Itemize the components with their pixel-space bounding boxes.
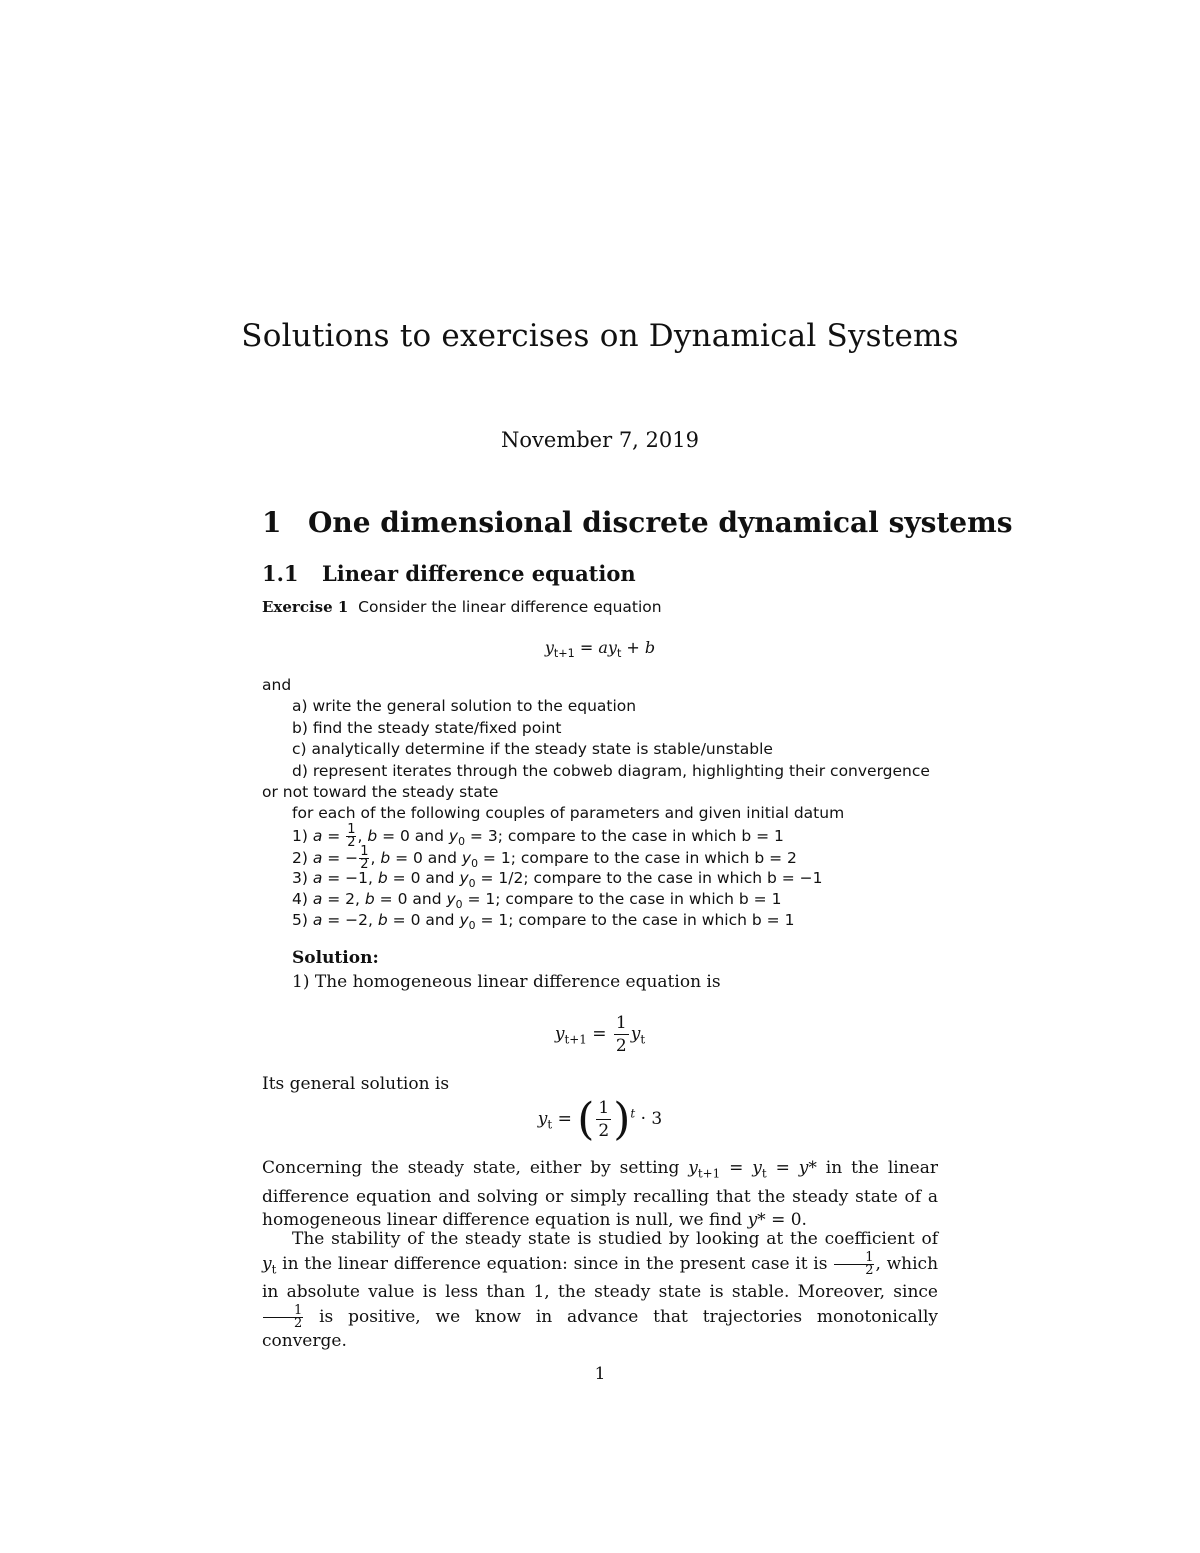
- case-2-tail: ; compare to the case in which b = 2: [510, 849, 797, 867]
- task-c: c) analytically determine if the steady state is stable/unstable: [292, 740, 773, 758]
- case-5: 5) a = −2, b = 0 and $y_0 = 1$; compare to the case in which b = 1: [292, 911, 795, 933]
- case-1: 1) a = $\frac{1}{2}$ , b = 0 and $y_0 = 3$; compare to the case in which b = 1: [292, 822, 784, 850]
- subsection-heading: [262, 561, 636, 586]
- equation-general: $y_{t+1} = ay_t + b$: [544, 638, 656, 661]
- paragraph-stability: The stability of the steady state is studied by looking at the coefficient of $y_t$ in the linear difference equation: since in the present case it is $\frac{1}{2}$ , which in absolute value is less than 1, the steady state is stable. Moreover, since $\frac{1}{2}$ is positive, we know in advance that trajectories monotonically converge.: [262, 1229, 939, 1351]
- equation-general-solution: $y_t$ = ( $\frac{1}{2}$ )$^t$ · 3: [537, 1094, 663, 1145]
- case-5-tail: ; compare to the case in which b = 1: [508, 911, 795, 929]
- case-3-tail: ; compare to the case in which b = −1: [523, 869, 823, 887]
- exercise-intro: [262, 598, 662, 616]
- section-title: One dimensional discrete dynamical systems: [308, 506, 1013, 539]
- subsection-number: 1.1: [262, 561, 299, 586]
- para2-text-c: , which in absolute value is less than 1, the steady state is stable. Moreover, since: [262, 1253, 939, 1303]
- general-solution-intro: Its general solution is: [262, 1074, 450, 1094]
- para2-text-a: The stability of the steady state is studied by looking at the coefficient of: [292, 1229, 938, 1249]
- subsection-title: Linear difference equation: [322, 561, 636, 586]
- document-title: Solutions to exercises on Dynamical Systems: [241, 318, 959, 354]
- case-3: 3) a = −1, b = 0 and $y_0 = 1/2$; compare to the case in which b = −1: [292, 869, 823, 891]
- section-number: 1: [262, 506, 282, 539]
- page-number: 1: [594, 1364, 606, 1384]
- document-date: November 7, 2019: [501, 428, 699, 452]
- task-a: a) write the general solution to the equation: [292, 697, 637, 715]
- case-1-tail: ; compare to the case in which b = 1: [497, 827, 784, 845]
- task-d-cont: or not toward the steady state: [262, 783, 499, 801]
- solution-step1: 1) The homogeneous linear difference equation is: [292, 972, 721, 992]
- exercise-label: Exercise 1: [262, 598, 349, 616]
- para1-text-a: Concerning the steady state, either by setting: [262, 1158, 680, 1178]
- case-4: 4) a = 2, b = 0 and $y_0 = 1$; compare to the case in which b = 1: [292, 890, 782, 912]
- case-2: 2) a = − $\frac{1}{2}$ , b = 0 and $y_0 = 1$; compare to the case in which b = 2: [292, 844, 797, 872]
- para2-text-b: in the linear difference equation: since in the present case it is: [282, 1253, 828, 1274]
- case-4-tail: ; compare to the case in which b = 1: [495, 890, 782, 908]
- exercise-intro-text: Consider the linear difference equation: [358, 598, 662, 616]
- task-b: b) find the steady state/fixed point: [292, 719, 562, 737]
- para1-text-b: in the linear difference equation and solving or simply recalling that the steady state of a homogeneous linear difference equation is null, we find: [262, 1158, 938, 1231]
- and-text: and: [262, 676, 292, 694]
- params-intro: for each of the following couples of parameters and given initial datum: [292, 804, 845, 822]
- para2-text-d: is positive, we know in advance that trajectories monotonically converge.: [262, 1306, 939, 1351]
- paragraph-steady-state: Concerning the steady state, either by setting $y_{t+1} = y_t = y*$ in the linear difference equation and solving or simply recalling that the steady state of a homogeneous linear difference equation is null, we find y* = 0.: [262, 1158, 938, 1231]
- equation-homogeneous: $y_{t+1}$ = $\frac{1}{2}$ $y_t$: [554, 1013, 646, 1056]
- task-d: d) represent iterates through the cobweb diagram, highlighting their convergence: [292, 762, 930, 780]
- solution-heading: Solution:: [292, 948, 379, 968]
- section-heading: [262, 506, 1013, 539]
